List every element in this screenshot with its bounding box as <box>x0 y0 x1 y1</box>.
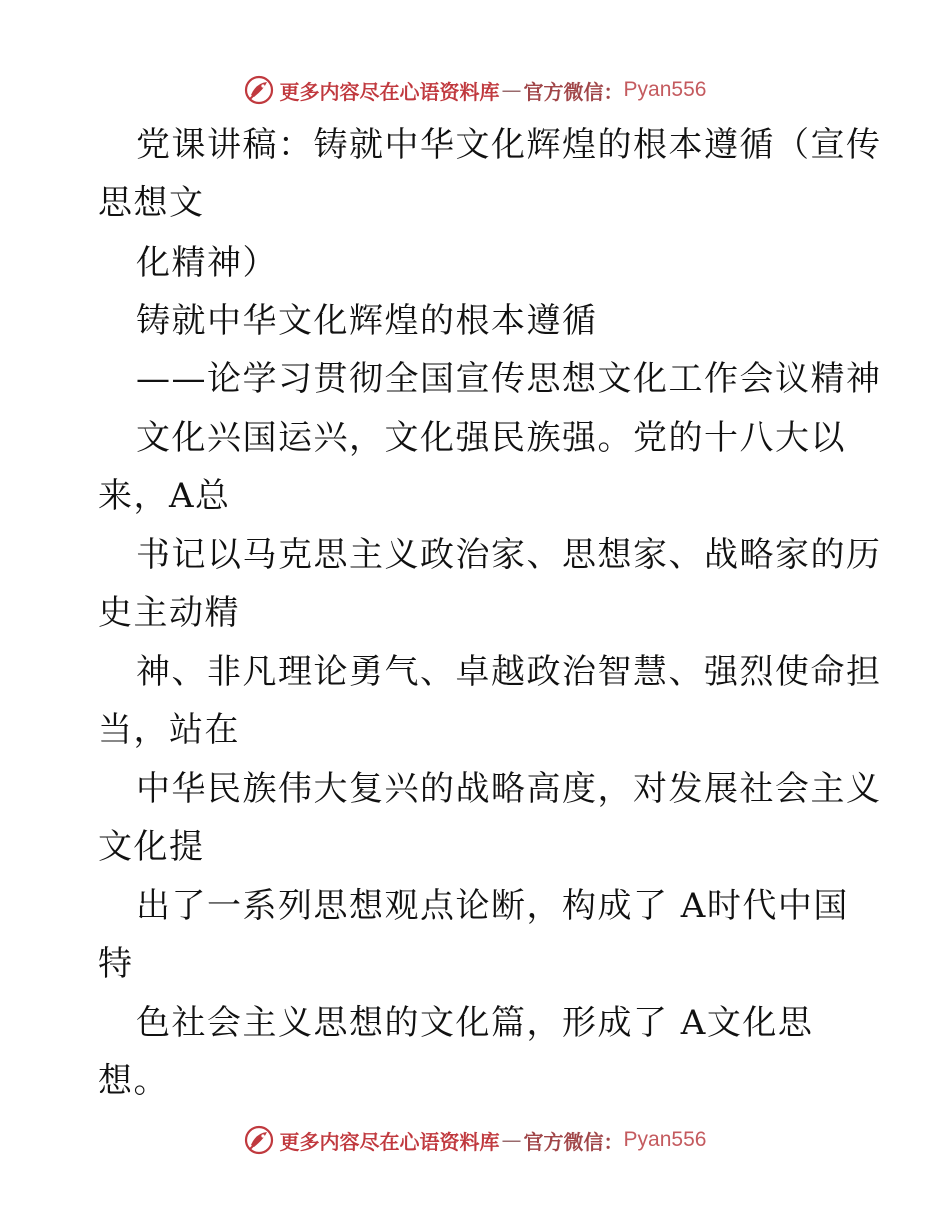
body-line: 来，A总 <box>98 476 231 516</box>
body-line: 当，站在 <box>98 710 240 750</box>
banner-wechat-id: Pyan556 <box>623 78 707 101</box>
banner-prefix: 更多内容尽在心语资料库 <box>279 79 500 104</box>
banner-prefix: 更多内容尽在心语资料库 <box>279 1129 500 1154</box>
body-line: 铸就中华文化辉煌的根本遵循 <box>136 301 598 341</box>
body-line: ——论学习贯彻全国宣传思想文化工作会议精神 <box>136 359 882 399</box>
banner-wechat-id: Pyan556 <box>623 1128 707 1151</box>
pen-logo-icon <box>244 75 274 105</box>
header-banner <box>0 70 950 110</box>
body-line: 想。 <box>98 1061 169 1101</box>
body-line: 出了一系列思想观点论断，构成了 A时代中国 <box>136 886 849 926</box>
body-line: 党课讲稿：铸就中华文化辉煌的根本遵循（宣传 <box>136 125 882 165</box>
banner-wechat-label: 官方微信： <box>523 79 624 104</box>
body-line: 神、非凡理论勇气、卓越政治智慧、强烈使命担 <box>136 652 882 692</box>
body-line: 中华民族伟大复兴的战略高度，对发展社会主义 <box>136 769 882 809</box>
banner-dash: — <box>501 1128 522 1152</box>
body-line: 思想文 <box>98 183 205 223</box>
body-line: 化精神） <box>136 243 278 283</box>
banner-wechat-label: 官方微信： <box>523 1129 624 1154</box>
pen-logo-icon <box>244 1125 274 1155</box>
banner-dash: — <box>501 78 522 102</box>
body-line: 书记以马克思主义政治家、思想家、战略家的历 <box>136 535 882 575</box>
body-line: 色社会主义思想的文化篇，形成了 A文化思 <box>136 1003 814 1043</box>
footer-banner <box>0 1120 950 1160</box>
body-line: 史主动精 <box>98 593 240 633</box>
body-line: 特 <box>98 944 134 984</box>
body-line: 文化兴国运兴，文化强民族强。党的十八大以 <box>136 418 846 458</box>
body-line: 文化提 <box>98 827 205 867</box>
